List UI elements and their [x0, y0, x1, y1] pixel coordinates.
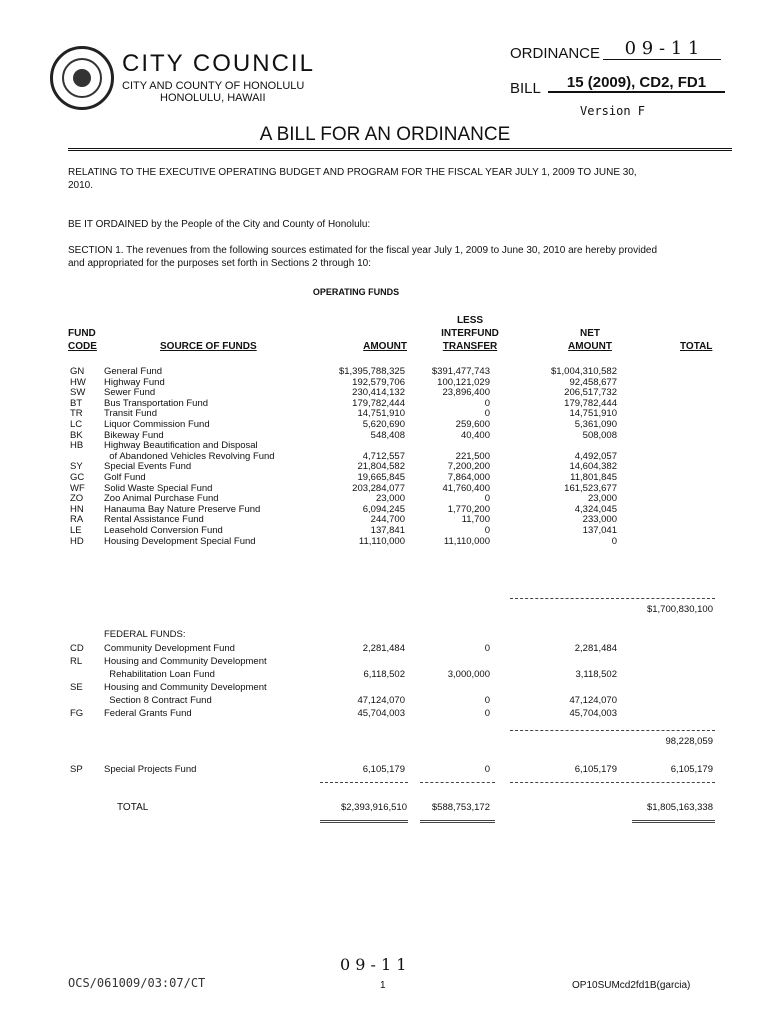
fund-source: General Fund: [104, 366, 163, 377]
header-net-amount: NET AMOUNT: [568, 328, 612, 352]
fund-amount: 5,620,690: [362, 419, 405, 430]
fund-amount: 4,712,557: [362, 450, 405, 462]
fund-code: SY: [70, 461, 83, 473]
relating-paragraph: RELATING TO THE EXECUTIVE OPERATING BUDGET AND PROGRAM FOR THE FISCAL YEAR JULY 1, 2009 TO JUNE 30, 2010.: [68, 167, 637, 191]
fund-net-amount: $1,004,310,582: [550, 366, 617, 377]
subtotal-rule: [510, 598, 715, 599]
double-rule-transfer: [420, 820, 495, 823]
fund-code: FG: [70, 708, 84, 719]
grand-total: $1,805,163,338: [646, 802, 713, 813]
fund-source: Bikeway Fund: [104, 429, 164, 441]
special-code: SP: [70, 764, 83, 775]
fund-source: Rehabilitation Loan Fund: [104, 669, 215, 680]
fund-code: GN: [70, 366, 85, 377]
fund-code: SW: [70, 387, 86, 399]
fund-transfer: 7,864,000: [447, 472, 490, 483]
fund-transfer: 0: [484, 408, 490, 420]
fund-net-amount: 508,008: [582, 429, 617, 441]
ordinance-number: 0 9 - 1 1: [603, 38, 721, 60]
sum-rule-transfer: [420, 782, 495, 783]
grand-total-amount: $2,393,916,510: [340, 802, 407, 813]
council-location: HONOLULU, HAWAII: [160, 92, 266, 104]
title-divider-2: [68, 150, 732, 151]
fund-transfer: 0: [484, 695, 490, 706]
fund-transfer: 1,770,200: [447, 503, 490, 515]
fund-amount: 14,751,910: [357, 408, 405, 420]
sum-rule-net: [510, 782, 715, 783]
fund-transfer: 7,200,200: [447, 461, 490, 473]
fund-transfer: 0: [484, 708, 490, 719]
fund-amount: 2,281,484: [362, 643, 405, 654]
special-source: Special Projects Fund: [104, 764, 197, 775]
title-divider: [68, 148, 732, 149]
fund-code: BK: [70, 429, 83, 441]
fund-amount: 45,704,003: [357, 708, 405, 719]
fund-amount: 6,094,245: [362, 503, 405, 515]
table-caption: OPERATING FUNDS: [312, 287, 400, 297]
fund-amount: 11,110,000: [358, 535, 405, 547]
document-code: OCS/061009/03:07/CT: [68, 976, 206, 990]
fund-amount: 6,118,502: [363, 669, 405, 680]
section-1-paragraph: SECTION 1. The revenues from the following sources estimated for the fiscal year July 1, 2009 to June 30, 2010 are hereby provided and appropriated for the purposes set forth in Sections 2 through 10:: [68, 245, 658, 269]
fund-code: LC: [70, 419, 83, 430]
ordained-paragraph: BE IT ORDAINED by the People of the City and County of Honolulu:: [68, 219, 371, 230]
fund-net-amount: 5,361,090: [574, 419, 617, 430]
fund-transfer: 23,896,400: [442, 387, 490, 399]
header-total: TOTAL: [680, 341, 713, 352]
fund-source: Liquor Commission Fund: [104, 419, 210, 430]
fund-code: RA: [70, 514, 84, 526]
fund-source: Leasehold Conversion Fund: [104, 525, 223, 536]
special-total: 6,105,179: [670, 764, 713, 775]
fund-net-amount: 233,000: [582, 514, 617, 526]
fund-code: TR: [70, 408, 83, 420]
fund-amount: 548,408: [370, 429, 405, 441]
fund-source: Bus Transportation Fund: [104, 397, 209, 409]
fund-source: of Abandoned Vehicles Revolving Fund: [104, 450, 275, 462]
fund-transfer: 0: [484, 493, 490, 505]
fund-transfer: 0: [484, 397, 490, 409]
fund-code: SE: [70, 682, 83, 693]
fund-code: HN: [70, 503, 84, 515]
fund-code: HD: [70, 535, 84, 547]
fund-amount: 23,000: [375, 493, 405, 505]
fund-source: Housing and Community Development: [104, 682, 267, 693]
file-reference: OP10SUMcd2fd1B(garcia): [572, 980, 691, 991]
fund-net-amount: 2,281,484: [574, 643, 617, 654]
grand-total-label: TOTAL: [117, 802, 149, 813]
fund-code: LE: [70, 525, 82, 536]
fund-transfer: 100,121,029: [437, 376, 490, 388]
fund-net-amount: 4,324,045: [574, 503, 617, 515]
special-net: 6,105,179: [574, 764, 617, 775]
bill-label: BILL: [510, 80, 541, 97]
fund-transfer: 41,760,400: [442, 482, 490, 494]
fund-source: Highway Beautification and Disposal: [104, 440, 258, 452]
fund-transfer: $391,477,743: [431, 366, 490, 377]
fund-code: HB: [70, 440, 84, 452]
fund-transfer: 40,400: [460, 429, 490, 441]
fund-source: Housing Development Special Fund: [104, 535, 256, 547]
fund-code: BT: [70, 397, 83, 409]
fund-amount: 47,124,070: [357, 695, 405, 706]
fund-transfer: 11,110,000: [443, 535, 490, 547]
federal-funds-heading: FEDERAL FUNDS:: [104, 629, 186, 640]
fund-amount: 137,841: [370, 525, 405, 536]
fund-net-amount: 23,000: [587, 493, 617, 505]
fund-source: Transit Fund: [104, 408, 157, 420]
fund-net-amount: 179,782,444: [564, 397, 617, 409]
ordinance-label: ORDINANCE: [510, 45, 601, 62]
fund-source: Highway Fund: [104, 376, 165, 388]
fund-net-amount: 92,458,677: [569, 376, 617, 388]
fund-amount: 19,665,845: [357, 472, 405, 483]
bill-number: 15 (2009), CD2, FD1: [548, 74, 725, 93]
fund-source: Sewer Fund: [104, 387, 156, 399]
header-less-transfer: LESS INTERFUND TRANSFER: [441, 315, 499, 352]
council-subtitle: CITY AND COUNTY OF HONOLULU: [122, 80, 305, 92]
fund-source: Hanauma Bay Nature Preserve Fund: [104, 503, 261, 515]
fund-net-amount: 206,517,732: [564, 387, 617, 399]
fund-source: Zoo Animal Purchase Fund: [104, 493, 219, 505]
fund-code: RL: [70, 656, 83, 667]
fund-net-amount: 11,801,845: [570, 472, 617, 483]
fund-amount: 244,700: [370, 514, 405, 526]
fund-transfer: 3,000,000: [447, 669, 490, 680]
fund-net-amount: 14,751,910: [569, 408, 617, 420]
special-transfer: 0: [484, 764, 490, 775]
fund-amount: 21,804,582: [357, 461, 405, 473]
fund-source: Solid Waste Special Fund: [104, 482, 213, 494]
fund-net-amount: 45,704,003: [569, 708, 617, 719]
fund-source: Section 8 Contract Fund: [104, 695, 212, 706]
federal-subtotal-rule: [510, 730, 715, 731]
fund-source: Housing and Community Development: [104, 656, 267, 667]
header-amount: AMOUNT: [363, 341, 407, 352]
fund-source: Federal Grants Fund: [104, 708, 192, 719]
fund-transfer: 221,500: [455, 450, 490, 462]
operating-total: $1,700,830,100: [646, 604, 713, 615]
fund-amount: $1,395,788,325: [338, 366, 405, 377]
fund-amount: 179,782,444: [352, 397, 405, 409]
page-title: A BILL FOR AN ORDINANCE: [259, 124, 511, 145]
header-source: SOURCE OF FUNDS: [160, 341, 257, 352]
fund-amount: 192,579,706: [352, 376, 405, 388]
city-seal-icon: [50, 46, 114, 110]
sum-rule-amount: [320, 782, 408, 783]
fund-net-amount: 47,124,070: [569, 695, 617, 706]
fund-transfer: 259,600: [455, 419, 490, 430]
fund-transfer: 11,700: [461, 514, 490, 526]
ordinance-stamp: 0 9 - 1 1: [340, 955, 407, 974]
fund-source: Community Development Fund: [104, 643, 235, 654]
fund-code: HW: [70, 376, 86, 388]
fund-net-amount: 14,604,382: [569, 461, 617, 473]
fund-source: Special Events Fund: [104, 461, 192, 473]
fund-net-amount: 0: [611, 535, 617, 547]
fund-source: Golf Fund: [104, 472, 146, 483]
fund-net-amount: 161,523,677: [564, 482, 617, 494]
page-number: 1: [380, 980, 386, 991]
double-rule-amount: [320, 820, 408, 823]
fund-transfer: 0: [484, 525, 490, 536]
fund-net-amount: 3,118,502: [575, 669, 617, 680]
fund-code: WF: [70, 482, 85, 494]
fund-net-amount: 4,492,057: [574, 450, 617, 462]
fund-code: CD: [70, 643, 84, 654]
council-title: CITY COUNCIL: [122, 50, 315, 77]
special-amount: 6,105,179: [362, 764, 405, 775]
fund-source: Rental Assistance Fund: [104, 514, 204, 526]
fund-amount: 203,284,077: [352, 482, 405, 494]
fund-amount: 230,414,132: [352, 387, 405, 399]
fund-code: ZO: [70, 493, 84, 505]
federal-total: 98,228,059: [665, 736, 713, 747]
version-label: Version F: [580, 104, 646, 118]
double-rule-total: [632, 820, 715, 823]
fund-code: GC: [70, 472, 85, 483]
fund-transfer: 0: [484, 643, 490, 654]
grand-total-transfer: $588,753,172: [431, 802, 490, 813]
fund-net-amount: 137,041: [582, 525, 617, 536]
header-fund-code: FUND CODE: [68, 328, 97, 352]
